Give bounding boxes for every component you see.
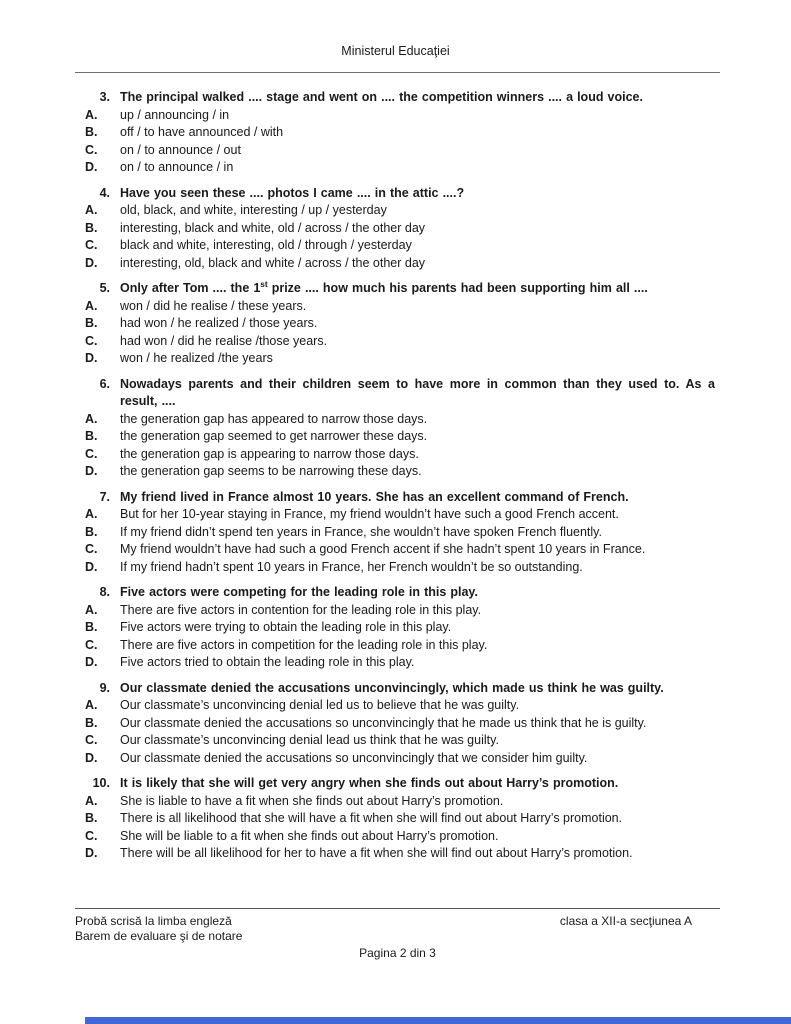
answer-option [85,333,715,351]
stem-text: The principal walked .... stage and went on .... the competition winners .... a loud voice. [120,90,643,104]
option-text: If my friend didn’t spend ten years in France, she wouldn’t have spoken French fluently. [120,524,602,539]
option-text: on / to announce / in [120,160,234,174]
question-stem [120,680,715,698]
stem-text: Nowadays parents and their children seem to have more in common than they used to. As a result, .... [120,376,715,408]
question-number: 8. [99,585,110,599]
question-9 [85,680,715,768]
question-5 [85,280,715,368]
page-title: Ministerul Educaţiei [341,44,450,58]
question-stem-row [85,280,715,298]
option-text: off / to have announced / with [120,125,284,139]
question-stem-row [85,376,715,411]
option-text: had won / he realized / those years. [120,316,318,330]
option-text: the generation gap seems to be narrowing these days. [120,464,422,478]
question-stem [120,775,715,793]
option-letter: C. [85,446,98,461]
question-stem-row [85,185,715,203]
option-text: Five actors tried to obtain the leading role in this play. [120,655,415,669]
answer-option [85,541,715,559]
option-text: the generation gap has appeared to narrow those days. [120,411,428,426]
stem-text: Only after Tom .... the 1 [120,281,261,295]
question-8 [85,584,715,672]
answer-option [85,237,715,255]
option-text: Our classmate’s unconvincing denial lead us think that he was guilty. [120,733,499,747]
option-text: up / announcing / in [120,107,230,122]
answer-option [85,845,715,863]
option-text: Our classmate denied the accusations so unconvincingly that he made us think that he is guilty. [120,715,647,730]
question-7 [85,489,715,577]
option-letter: D. [85,655,98,669]
option-letter: C. [85,238,98,252]
question-4 [85,185,715,273]
option-text: There will be all likelihood for her to have a fit when she will find out about Harry’s promotion. [120,846,633,860]
stem-text: It is likely that she will get very angry when she finds out about Harry’s promotion. [120,776,619,790]
answer-option [85,810,715,828]
option-letter: C. [85,828,98,843]
question-stem-row [85,680,715,698]
option-letter: C. [85,637,98,652]
answer-option [85,298,715,316]
option-letter: A. [85,107,98,122]
option-letter: D. [85,846,98,860]
answer-option [85,524,715,542]
question-6 [85,376,715,481]
option-text: won / did he realise / these years. [120,298,307,313]
option-letter: B. [85,620,98,634]
option-text: Our classmate’s unconvincing denial led us to believe that he was guilty. [120,698,520,712]
footer-columns [75,914,720,944]
option-letter: B. [85,220,98,235]
question-stem-row [85,775,715,793]
option-letter: C. [85,542,98,556]
option-letter: D. [85,351,98,365]
question-stem [120,584,715,602]
answer-option [85,637,715,655]
answer-option [85,255,715,273]
answer-option [85,697,715,715]
option-text: on / to announce / out [120,142,241,157]
question-number: 6. [99,376,110,391]
option-text: black and white, interesting, old / through / yesterday [120,238,412,252]
option-text: the generation gap is appearing to narrow those days. [120,446,419,461]
stem-text: prize .... how much his parents had been supporting him all .... [267,281,648,295]
option-text: interesting, old, black and white / across / the other day [120,255,426,270]
option-letter: B. [85,429,98,443]
answer-option [85,159,715,177]
option-letter: A. [85,203,98,217]
answer-option [85,202,715,220]
question-stem [120,89,715,107]
option-letter: B. [85,524,98,539]
question-number: 9. [99,680,110,695]
option-text: Five actors were trying to obtain the leading role in this play. [120,620,452,634]
answer-option [85,463,715,481]
footer-exam-title: Probă scrisă la limba engleză [75,914,232,928]
option-letter: A. [85,298,98,313]
question-number: 5. [99,281,110,295]
question-number: 3. [99,90,110,104]
answer-option [85,828,715,846]
question-stem-row [85,89,715,107]
footer-exam-subtitle: Barem de evaluare şi de notare [75,929,243,943]
option-text: had won / did he realise /those years. [120,333,328,348]
option-text: If my friend hadn’t spent 10 years in France, her French wouldn’t be so outstanding. [120,559,583,574]
answer-option [85,715,715,733]
answer-option [85,107,715,125]
option-letter: D. [85,255,98,270]
option-text: She will be liable to a fit when she finds out about Harry’s promotion. [120,828,499,843]
answer-option [85,750,715,768]
question-stem [120,185,715,203]
option-letter: D. [85,464,98,478]
option-letter: D. [85,559,98,574]
stem-text: Have you seen these .... photos I came .... in the attic ....? [120,185,465,200]
answer-option [85,124,715,142]
answer-option [85,506,715,524]
option-text: old, black, and white, interesting / up / yesterday [120,203,387,217]
option-letter: B. [85,125,98,139]
option-letter: B. [85,811,98,825]
stem-text: Our classmate denied the accusations unconvincingly, which made us think he was guilty. [120,680,664,695]
question-3 [85,89,715,177]
answer-option [85,732,715,750]
answer-option [85,446,715,464]
question-number: 10. [92,776,110,790]
answer-option [85,411,715,429]
ordinal-superscript: st [260,279,268,289]
footer-class-info: clasa a XII-a secţiunea A [559,914,692,928]
footer-left [75,914,242,944]
answer-option [85,793,715,811]
option-letter: D. [85,160,98,174]
option-text: But for her 10-year staying in France, my friend wouldn’t have such a good French accent. [120,507,619,521]
option-letter: C. [85,142,98,157]
option-letter: C. [85,733,98,747]
question-stem [120,376,715,411]
option-letter: A. [85,411,98,426]
bottom-accent-bar [85,1017,791,1024]
stem-text: Five actors were competing for the leading role in this play. [120,585,478,599]
answer-option [85,619,715,637]
questions-list [85,89,715,863]
answer-option [85,350,715,368]
stem-text: My friend lived in France almost 10 years. She has an excellent command of French. [120,489,629,504]
answer-option [85,142,715,160]
option-letter: A. [85,793,98,808]
question-stem-row [85,584,715,602]
option-letter: B. [85,316,98,330]
question-10 [85,775,715,863]
header-rule [75,72,720,73]
page-footer [75,908,720,961]
option-text: She is liable to have a fit when she finds out about Harry’s promotion. [120,793,504,808]
answer-option [85,315,715,333]
option-text: interesting, black and white, old / across / the other day [120,220,426,235]
option-text: won / he realized /the years [120,351,273,365]
question-number: 7. [99,489,110,504]
page-number: Pagina 2 din 3 [359,946,436,960]
option-text: Our classmate denied the accusations so unconvincingly that we consider him guilty. [120,750,588,765]
question-stem-row [85,489,715,507]
option-letter: A. [85,507,98,521]
option-letter: B. [85,715,98,730]
question-number: 4. [99,185,110,200]
option-text: My friend wouldn’t have had such a good French accent if she hadn’t spent 10 years in France. [120,542,646,556]
answer-option [85,654,715,672]
option-text: There are five actors in competition for the leading role in this play. [120,637,488,652]
question-stem [120,280,715,298]
answer-option [85,559,715,577]
option-text: the generation gap seemed to get narrower these days. [120,429,428,443]
option-text: There is all likelihood that she will have a fit when she will find out about Harry’s promotion. [120,811,623,825]
question-stem [120,489,715,507]
option-letter: A. [85,698,98,712]
option-letter: C. [85,333,98,348]
option-letter: D. [85,750,98,765]
option-text: There are five actors in contention for the leading role in this play. [120,602,482,617]
answer-option [85,428,715,446]
answer-option [85,602,715,620]
answer-option [85,220,715,238]
option-letter: A. [85,602,98,617]
